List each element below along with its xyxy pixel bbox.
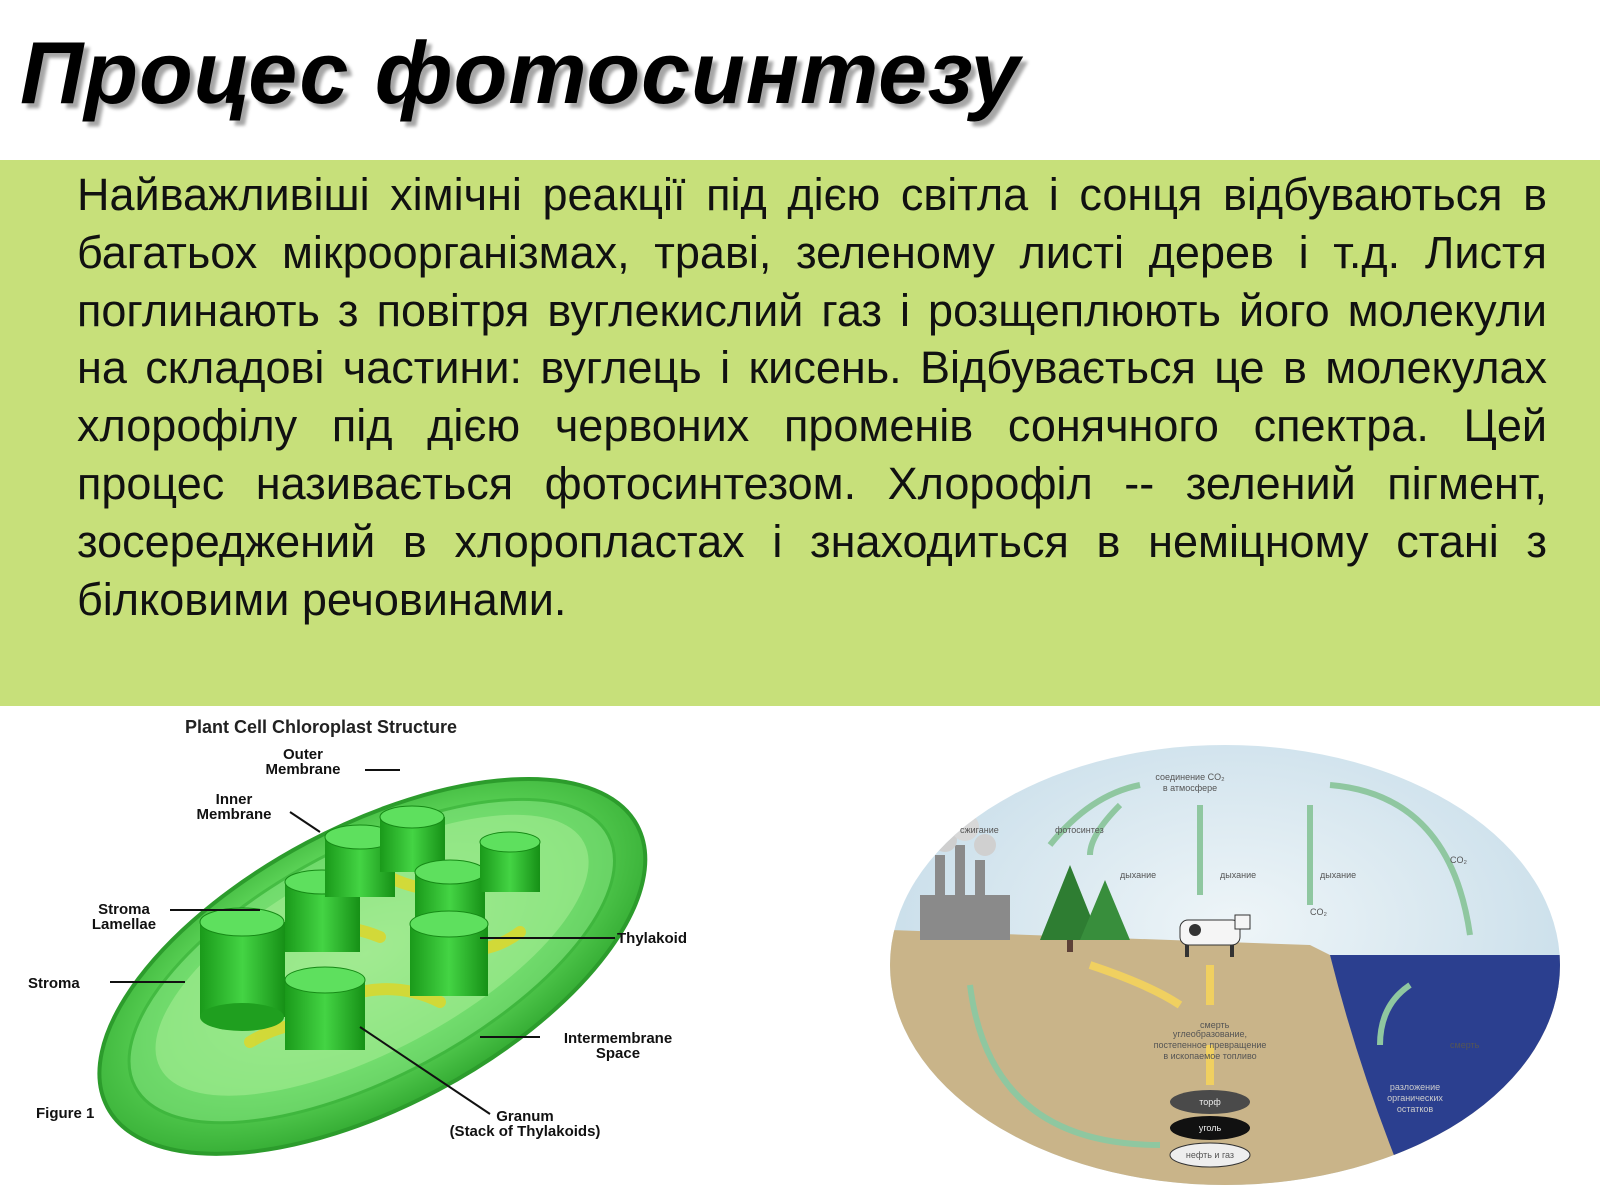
chloroplast-figure xyxy=(20,712,750,1182)
label-outer-membrane-1: Outer xyxy=(282,746,324,763)
label-outer-membrane-2: Membrane xyxy=(265,761,341,778)
label-stroma-lamellae-1: Stroma xyxy=(98,901,150,918)
label-co2-right: CO₂ xyxy=(1450,855,1467,865)
label-decay-1: разложение xyxy=(1389,1082,1441,1092)
label-oil-gas: нефть и газ xyxy=(1185,1150,1235,1160)
slide-title: Процес фотосинтезу xyxy=(20,23,1021,122)
label-intermembrane-1: Intermembrane xyxy=(563,1030,673,1047)
label-death-1: смерть xyxy=(1200,1020,1230,1030)
label-co2-mid: CO₂ xyxy=(1310,907,1327,917)
label-fossil-2: постепенное превращение xyxy=(1153,1040,1267,1050)
figure-caption: Figure 1 xyxy=(36,1105,95,1122)
label-intermembrane-2: Space xyxy=(595,1045,641,1062)
label-stroma-lamellae-2: Lamellae xyxy=(91,916,157,933)
label-coal: уголь xyxy=(1198,1123,1222,1133)
label-peat: торф xyxy=(1199,1097,1221,1107)
slide-body-text: Найважливіші хімічні реакції під дією світла і сонця відбуваються в багатьох мікроорганізмах, траві, зеленому листі дерев і т.д. Листя поглинають з повітря вуглекислий газ і розщеплюють його молекули на складові частини: вуглець і кисень. Відбувається це в молекулах хлорофілу під дією червоних променів сонячного спектра. Цей процес називається фотосинтезом. Хлорофіл -- зелений пігмент, зосереджений в хлоропластах і знаходиться в неміцному стані з білковими речовинами. xyxy=(77,169,1547,625)
label-co2-atmosphere-1: соединение CO₂ xyxy=(1155,772,1225,782)
label-fossil-1: углеобразование, xyxy=(1172,1029,1248,1039)
label-respiration-1: дыхание xyxy=(1120,870,1157,880)
label-respiration-2: дыхание xyxy=(1220,870,1257,880)
label-death-2: смерть xyxy=(1450,1040,1480,1050)
carbon-cycle-diagram xyxy=(890,745,1580,1195)
label-inner-membrane-2: Membrane xyxy=(196,806,272,823)
label-co2-atmosphere-2: в атмосфере xyxy=(1162,783,1218,793)
carbon-cycle-figure xyxy=(890,745,1580,1195)
label-photosynthesis: фотосинтез xyxy=(1055,825,1104,835)
label-decay-2: органических xyxy=(1387,1093,1443,1103)
label-fossil-3: в ископаемое топливо xyxy=(1163,1051,1257,1061)
chloroplast-diagram xyxy=(20,712,750,1182)
label-respiration-3: дыхание xyxy=(1320,870,1357,880)
label-inner-membrane-1: Inner xyxy=(215,791,253,808)
label-burning: сжигание xyxy=(960,825,999,835)
label-thylakoid: Thylakoid xyxy=(617,930,688,947)
chloroplast-title: Plant Cell Chloroplast Structure xyxy=(185,716,458,737)
label-decay-3: остатков xyxy=(1396,1104,1434,1114)
label-granum-2: (Stack of Thylakoids) xyxy=(449,1123,601,1140)
label-stroma: Stroma xyxy=(28,975,80,992)
label-granum-1: Granum xyxy=(496,1108,554,1125)
